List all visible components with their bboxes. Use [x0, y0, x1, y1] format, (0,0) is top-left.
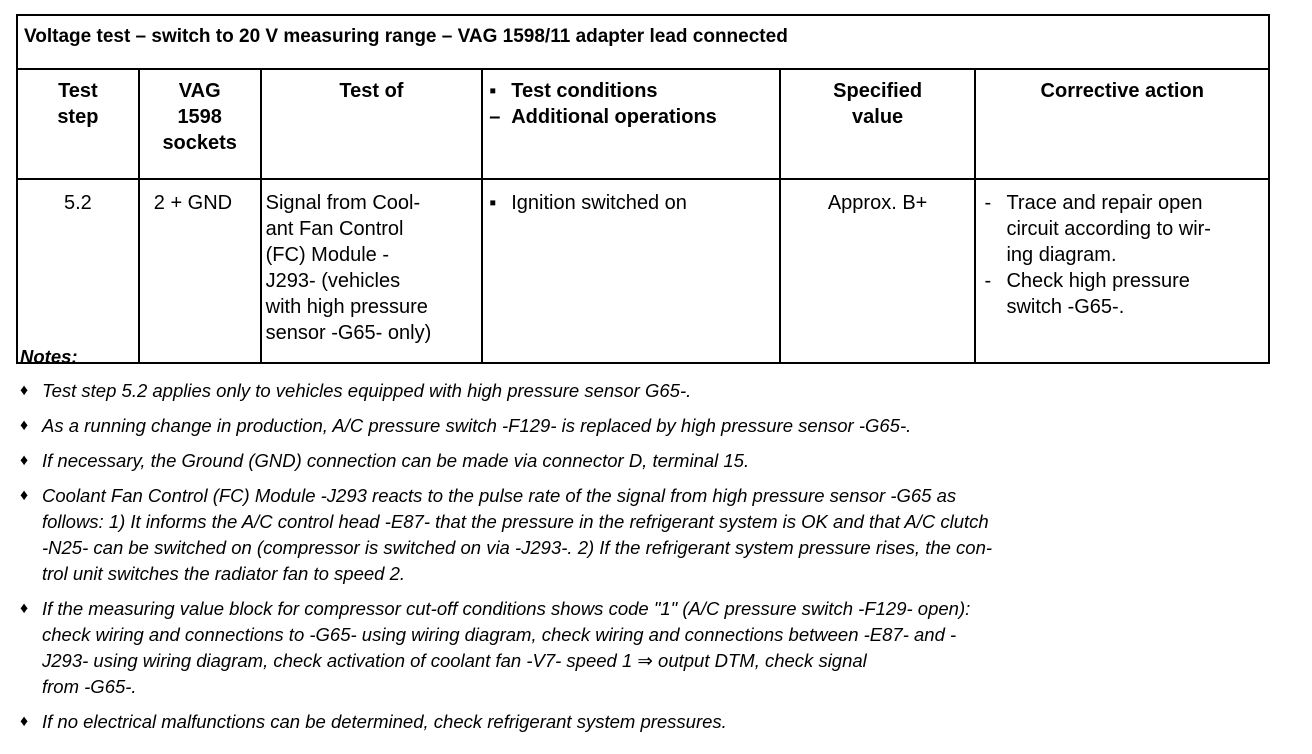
- note-line: If no electrical malfunctions can be determined, check refrigerant system pressures.: [42, 711, 727, 732]
- header-corrective-action: Corrective action: [975, 69, 1269, 179]
- action-line: Check high pressure: [1006, 270, 1190, 292]
- cell-line: Signal from Cool-: [265, 192, 421, 214]
- note-line: trol unit switches the radiator fan to speed 2.: [42, 563, 406, 584]
- note-item: [20, 413, 1268, 439]
- cell-sockets: 2 + GND: [139, 179, 261, 363]
- diamond-bullet-icon: ♦: [20, 487, 29, 504]
- header-text: 1598: [177, 106, 222, 128]
- dash-marker: –: [489, 106, 501, 128]
- cell-line: with high pressure: [265, 296, 428, 318]
- diamond-bullet-icon: ♦: [20, 600, 29, 617]
- header-conditions: [482, 69, 780, 179]
- table-title: Voltage test – switch to 20 V measuring range – VAG 1598/11 adapter lead connected: [17, 15, 1269, 69]
- cell-corrective-action: [975, 179, 1269, 363]
- cell-test-step: 5.2: [17, 179, 139, 363]
- note-line: -N25- can be switched on (compressor is switched on via -J293-. 2) If the refrigerant system pressure rises, the con-: [42, 537, 993, 558]
- diamond-bullet-icon: ♦: [20, 452, 29, 469]
- note-item: [20, 448, 1268, 474]
- header-text: sockets: [162, 132, 237, 154]
- note-line: J293- using wiring diagram, check activation of coolant fan -V7- speed 1 ⇒ output DTM, check signal: [42, 650, 867, 671]
- header-text: Test conditions: [511, 80, 658, 102]
- header-test-step: [17, 69, 139, 179]
- note-line: from -G65-.: [42, 676, 137, 697]
- header-sockets: [139, 69, 261, 179]
- note-line: If the measuring value block for compressor cut-off conditions shows code "1" (A/C pressure switch -F129- open):: [42, 598, 971, 619]
- note-line: As a running change in production, A/C pressure switch -F129- is replaced by high pressure sensor -G65-.: [42, 415, 912, 436]
- diamond-bullet-icon: ♦: [20, 713, 29, 730]
- header-text: Test: [58, 80, 98, 102]
- action-line: Trace and repair open: [1006, 192, 1203, 214]
- cell-conditions: [482, 179, 780, 363]
- dash-marker: -: [984, 270, 992, 292]
- table-row: [17, 179, 1269, 363]
- notes-section: [20, 344, 1268, 744]
- note-line: Test step 5.2 applies only to vehicles equipped with high pressure sensor G65-.: [42, 380, 692, 401]
- diamond-bullet-icon: ♦: [20, 382, 29, 399]
- cell-specified-value: Approx. B+: [780, 179, 976, 363]
- action-item: [984, 190, 1268, 268]
- note-line: check wiring and connections to -G65- using wiring diagram, check wiring and connections between -E87- and -: [42, 624, 957, 645]
- note-line: follows: 1) It informs the A/C control head -E87- that the pressure in the refrigerant system is OK and that A/C clutch: [42, 511, 989, 532]
- note-item: [20, 483, 1268, 587]
- cell-line: sensor -G65- only): [265, 322, 432, 344]
- dash-marker: -: [984, 192, 992, 214]
- cell-line: (FC) Module -: [265, 244, 389, 266]
- note-line: If necessary, the Ground (GND) connection can be made via connector D, terminal 15.: [42, 450, 750, 471]
- header-test-of: Test of: [261, 69, 483, 179]
- header-text: Additional operations: [511, 106, 717, 128]
- note-item: [20, 709, 1268, 735]
- cell-line: ant Fan Control: [265, 218, 404, 240]
- square-bullet-icon: ▪: [489, 80, 497, 102]
- cell-test-of: [261, 179, 483, 363]
- notes-title: Notes:: [20, 346, 78, 367]
- note-item: [20, 378, 1268, 404]
- header-text: step: [57, 106, 99, 128]
- action-line: switch -G65-.: [1006, 296, 1125, 318]
- condition-text: Ignition switched on: [511, 192, 687, 214]
- header-text: Specified: [833, 80, 923, 102]
- header-row: [17, 69, 1269, 179]
- square-bullet-icon: ▪: [489, 192, 497, 214]
- note-item: [20, 596, 1268, 700]
- action-line: ing diagram.: [1006, 244, 1117, 266]
- voltage-test-table: [16, 14, 1270, 364]
- header-text: VAG: [178, 80, 221, 102]
- header-text: value: [852, 106, 904, 128]
- note-line: Coolant Fan Control (FC) Module -J293 reacts to the pulse rate of the signal from high pressure sensor -G65 as: [42, 485, 957, 506]
- action-line: circuit according to wir-: [1006, 218, 1211, 240]
- header-specified-value: [780, 69, 976, 179]
- cell-line: J293- (vehicles: [265, 270, 401, 292]
- action-item: [984, 268, 1268, 320]
- diamond-bullet-icon: ♦: [20, 417, 29, 434]
